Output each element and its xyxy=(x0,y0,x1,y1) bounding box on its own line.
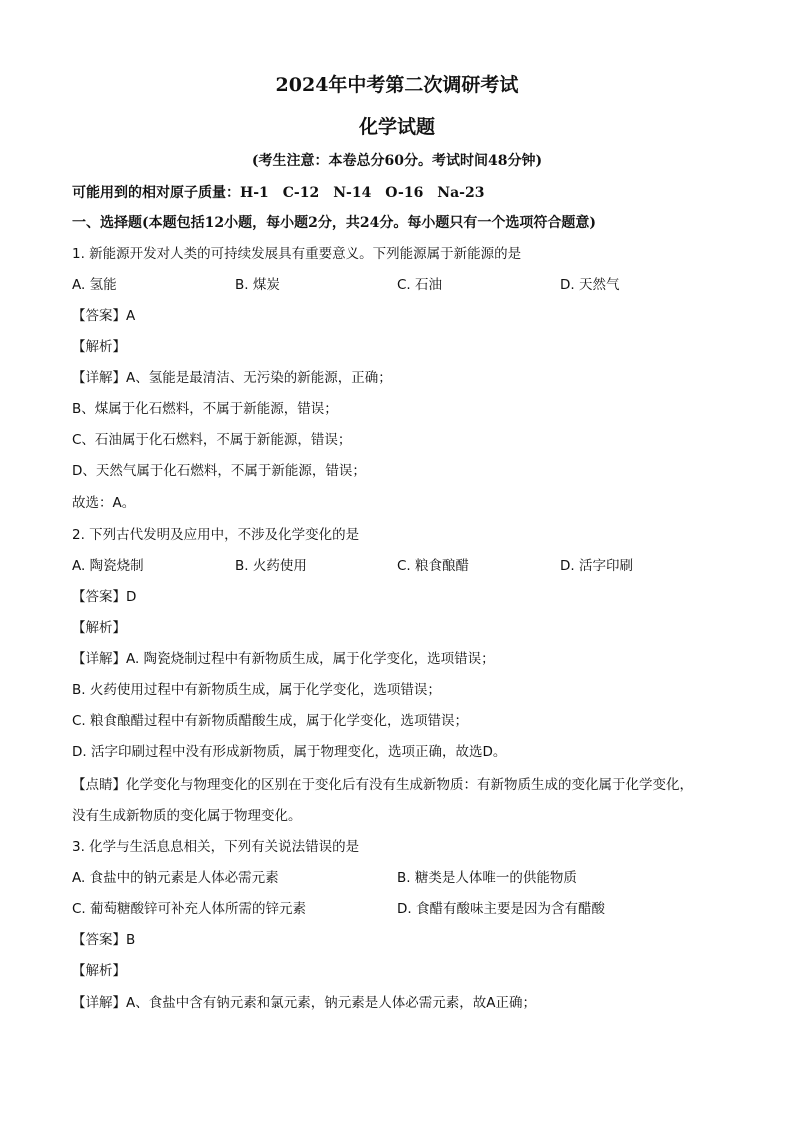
question-2-comment: 【点睛】化学变化与物理变化的区别在于变化后有没有生成新物质：有新物质生成的变化属于化学变化， xyxy=(72,777,693,793)
question-1-analysis: 【解析】 xyxy=(72,339,126,355)
question-2-answer: 【答案】D xyxy=(72,589,137,605)
question-2-analysis: 【解析】 xyxy=(72,620,126,636)
atomic-masses: 可能用到的相对原子质量：H-1 C-12 N-14 O-16 Na-23 xyxy=(72,185,485,201)
subject-title: 化学试题 xyxy=(358,116,435,138)
question-2-stem: 2. 下列古代发明及应用中，不涉及化学变化的是 xyxy=(72,527,360,543)
section-heading: 一、选择题(本题包括12小题，每小题2分，共24分。每小题只有一个选项符合题意) xyxy=(72,215,596,231)
exam-title: 2024年中考第二次调研考试 xyxy=(275,74,519,96)
question-3-answer: 【答案】B xyxy=(72,932,136,948)
question-2-option-a: A. 陶瓷烧制 xyxy=(72,558,144,574)
question-2-detail: B. 火药使用过程中有新物质生成，属于化学变化，选项错误； xyxy=(72,682,441,698)
question-3-option-d: D. 食醋有酸味主要是因为含有醋酸 xyxy=(397,901,605,917)
question-1-option-d: D. 天然气 xyxy=(560,277,620,293)
question-1-detail: B、煤属于化石燃料，不属于新能源，错误； xyxy=(72,401,338,417)
question-1-option-b: B. 煤炭 xyxy=(235,277,280,293)
question-1-option-c: C. 石油 xyxy=(397,277,443,293)
question-3-option-c: C. 葡萄糖酸锌可补充人体所需的锌元素 xyxy=(72,901,307,917)
exam-note: (考生注意：本卷总分60分。考试时间48分钟) xyxy=(251,153,543,169)
question-2-option-d: D. 活字印刷 xyxy=(560,558,633,574)
question-2-comment: 没有生成新物质的变化属于物理变化。 xyxy=(72,808,302,824)
question-1-detail: 故选：A。 xyxy=(72,495,136,511)
question-3-option-b: B. 糖类是人体唯一的供能物质 xyxy=(397,870,577,886)
question-3-detail: 【详解】A、食盐中含有钠元素和氯元素，钠元素是人体必需元素，故A正确； xyxy=(72,995,536,1011)
question-2-option-b: B. 火药使用 xyxy=(235,558,307,574)
question-3-stem: 3. 化学与生活息息相关，下列有关说法错误的是 xyxy=(72,839,360,855)
question-1-detail: C、石油属于化石燃料，不属于新能源，错误； xyxy=(72,432,352,448)
question-1-answer: 【答案】A xyxy=(72,308,136,324)
question-3-option-a: A. 食盐中的钠元素是人体必需元素 xyxy=(72,870,279,886)
question-1-detail: D、天然气属于化石燃料，不属于新能源，错误； xyxy=(72,463,366,479)
question-2-detail: C. 粮食酿醋过程中有新物质醋酸生成，属于化学变化，选项错误； xyxy=(72,713,469,729)
question-3-analysis: 【解析】 xyxy=(72,963,126,979)
question-1-option-a: A. 氢能 xyxy=(72,277,117,293)
question-1-stem: 1. 新能源开发对人类的可持续发展具有重要意义。下列能源属于新能源的是 xyxy=(72,246,522,262)
question-2-option-c: C. 粮食酿醋 xyxy=(397,558,470,574)
question-2-detail: 【详解】A. 陶瓷烧制过程中有新物质生成，属于化学变化，选项错误； xyxy=(72,651,495,667)
question-2-detail: D. 活字印刷过程中没有形成新物质，属于物理变化，选项正确，故选D。 xyxy=(72,744,507,760)
question-1-detail: 【详解】A、氢能是最清洁、无污染的新能源，正确； xyxy=(72,370,392,386)
